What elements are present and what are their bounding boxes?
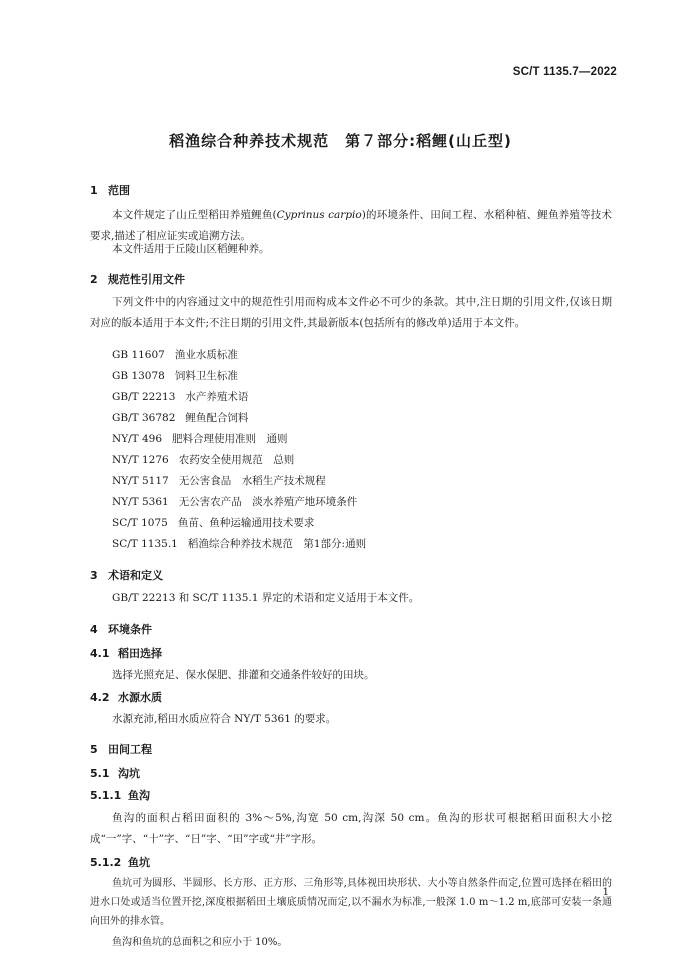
subsection-number: 4.1 bbox=[90, 647, 110, 660]
reference-name: 农药安全使用规范 总则 bbox=[178, 454, 295, 466]
references-intro-paragraph: 下列文件中的内容通过文中的规范性引用而构成本文件必不可少的条款。其中,注日期的引用文件,仅该日期对应的版本适用于本文件;不注日期的引用文件,其最新版本(包括所有的修改单)适用于本文件。 bbox=[90, 296, 612, 329]
reference-name: 水产养殖术语 bbox=[185, 391, 249, 403]
section-title: 术语和定义 bbox=[108, 569, 163, 582]
reference-item bbox=[112, 366, 238, 387]
section-number: 2 bbox=[90, 273, 98, 286]
reference-item bbox=[112, 408, 248, 429]
section-title: 规范性引用文件 bbox=[108, 273, 185, 286]
reference-code: SC/T 1075 bbox=[112, 517, 168, 529]
subsection-number: 5.1.2 bbox=[90, 856, 122, 869]
subsection-title: 沟坑 bbox=[118, 767, 140, 780]
reference-name: 渔业水质标准 bbox=[174, 349, 238, 361]
fish-pit-paragraph-2: 鱼沟和鱼坑的总面积之和应小于 10%。 bbox=[112, 937, 288, 948]
reference-code: GB 13078 bbox=[112, 370, 165, 382]
reference-item bbox=[112, 345, 238, 366]
subsection-title: 稻田选择 bbox=[118, 647, 162, 660]
water-quality-paragraph: 水源充沛,稻田水质应符合 NY/T 5361 的要求。 bbox=[112, 713, 337, 725]
terms-paragraph: GB/T 22213 和 SC/T 1135.1 界定的术语和定义适用于本文件。 bbox=[112, 592, 420, 604]
document-title: 稻渔综合种养技术规范 第７部分:稻鲤(山丘型) bbox=[169, 132, 512, 150]
section-number: 5 bbox=[90, 743, 98, 756]
subsection-number: 5.1.1 bbox=[90, 789, 122, 802]
subsection-heading-5-1-1 bbox=[90, 787, 150, 803]
section-number: 3 bbox=[90, 569, 98, 582]
reference-name: 稻渔综合种养技术规范 第1部分:通则 bbox=[187, 538, 367, 550]
page-number: 1 bbox=[602, 887, 609, 898]
reference-code: GB/T 22213 bbox=[112, 391, 176, 403]
reference-name: 无公害农产品 淡水养殖产地环境条件 bbox=[178, 496, 358, 508]
subsection-title: 鱼坑 bbox=[128, 856, 150, 869]
field-selection-paragraph: 选择光照充足、保水保肥、排灌和交通条件较好的田块。 bbox=[112, 669, 375, 681]
section-heading-3 bbox=[90, 567, 163, 583]
reference-name: 鲤鱼配合饲料 bbox=[185, 412, 249, 424]
reference-code: NY/T 496 bbox=[112, 433, 163, 445]
fish-pit-paragraph-1: 鱼坑可为圆形、半圆形、长方形、正方形、三角形等,具体视田块形状、大小等自然条件而定,位置可选择在稻田的进水口处或适当位置开挖,深度根据稻田土壤底质情况而定,以不漏水为标准,一般深 1.0 m～1.2 m,底部可安装一条通向田外的排水管。 bbox=[90, 878, 612, 927]
subsection-title: 水源水质 bbox=[118, 691, 162, 704]
reference-item bbox=[112, 429, 288, 450]
reference-code: NY/T 5117 bbox=[112, 475, 169, 487]
latin-name: Cyprinus carpio bbox=[276, 209, 362, 221]
section-title: 范围 bbox=[108, 184, 130, 197]
section-heading-5 bbox=[90, 741, 152, 757]
section-heading-2 bbox=[90, 271, 185, 287]
reference-code: GB 11607 bbox=[112, 349, 165, 361]
subsection-heading-4-1 bbox=[90, 645, 162, 661]
reference-item bbox=[112, 450, 294, 471]
subsection-heading-4-2 bbox=[90, 689, 162, 705]
reference-code: SC/T 1135.1 bbox=[112, 538, 178, 550]
section-heading-1 bbox=[90, 182, 130, 198]
reference-name: 饲料卫生标准 bbox=[174, 370, 238, 382]
reference-item bbox=[112, 387, 248, 408]
standard-code: SC/T 1135.7—2022 bbox=[512, 66, 617, 78]
section-title: 环境条件 bbox=[108, 623, 152, 636]
fish-ditch-paragraph: 鱼沟的面积占稻田面积的 3%～5%,沟宽 50 cm,沟深 50 cm。鱼沟的形状可根据稻田面积大小挖成“一”字、“十”字、“日”字、“田”字或“井”字形。 bbox=[90, 812, 612, 845]
reference-code: NY/T 5361 bbox=[112, 496, 169, 508]
subsection-heading-5-1-2 bbox=[90, 854, 150, 870]
text-run: )的环境条件、田间工程、水稻种植、鲤鱼养殖等技术要求,描述了相应证实或追溯方法。 bbox=[90, 209, 612, 242]
section-title: 田间工程 bbox=[108, 743, 152, 756]
reference-name: 鱼苗、鱼种运输通用技术要求 bbox=[177, 517, 315, 529]
subsection-title: 鱼沟 bbox=[128, 789, 150, 802]
subsection-heading-5-1 bbox=[90, 765, 140, 781]
subsection-number: 5.1 bbox=[90, 767, 110, 780]
section-heading-4 bbox=[90, 621, 152, 637]
subsection-number: 4.2 bbox=[90, 691, 110, 704]
section-number: 4 bbox=[90, 623, 98, 636]
reference-item bbox=[112, 513, 314, 534]
reference-item bbox=[112, 534, 366, 555]
text-run: 本文件规定了山丘型稻田养殖鲤鱼( bbox=[112, 209, 277, 221]
reference-name: 肥料合理使用准则 通则 bbox=[172, 433, 288, 445]
reference-item bbox=[112, 471, 326, 492]
section-number: 1 bbox=[90, 184, 98, 197]
reference-name: 无公害食品 水稻生产技术规程 bbox=[178, 475, 326, 487]
scope-paragraph-2: 本文件适用于丘陵山区稻鲤种养。 bbox=[112, 243, 270, 255]
reference-code: NY/T 1276 bbox=[112, 454, 169, 466]
reference-code: GB/T 36782 bbox=[112, 412, 176, 424]
reference-item bbox=[112, 492, 357, 513]
